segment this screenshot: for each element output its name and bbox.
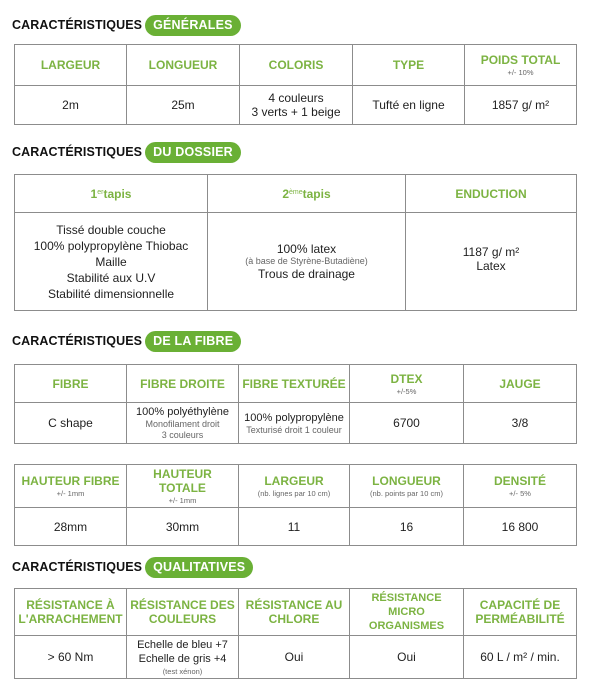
heading-pill: DU DOSSIER <box>145 142 241 163</box>
heading-pill: DE LA FIBRE <box>145 331 241 352</box>
table-row <box>15 508 577 546</box>
value-micro-organismes: Oui <box>350 636 464 679</box>
dossier-table <box>14 174 577 311</box>
table-row <box>15 636 577 679</box>
section-heading-fibre <box>12 330 241 352</box>
header-longueur: LONGUEUR <box>127 45 240 86</box>
section-heading-generales <box>12 14 241 36</box>
header-arrachement: RÉSISTANCE À L'ARRACHEMENT <box>15 589 127 636</box>
section-heading-dossier <box>12 141 241 163</box>
table-header-row <box>15 45 577 86</box>
heading-label: CARACTÉRISTIQUES <box>12 18 143 32</box>
value-fibre-droite: 100% polyéthylène Monofilament droit 3 couleurs <box>127 403 239 444</box>
header-jauge: JAUGE <box>464 365 577 403</box>
header-longueur: LONGUEUR (nb. points par 10 cm) <box>350 465 464 508</box>
value-longueur: 25m <box>127 86 240 125</box>
value-largeur: 2m <box>15 86 127 125</box>
value-coloris-line1: 4 couleurs <box>268 91 324 105</box>
value-jauge: 3/8 <box>464 403 577 444</box>
header-hauteur-totale: HAUTEUR TOTALE +/- 1mm <box>127 465 239 508</box>
value-enduction: 1187 g/ m² Latex <box>406 213 577 311</box>
table-header-row <box>15 465 577 508</box>
header-2eme-tapis: 2èmetapis <box>208 175 406 213</box>
header-1er-tapis: 1ertapis <box>15 175 208 213</box>
value-permeabilite: 60 L / m² / min. <box>464 636 577 679</box>
header-type: TYPE <box>353 45 465 86</box>
heading-pill: QUALITATIVES <box>145 557 253 578</box>
table-header-row <box>15 175 577 213</box>
general-table <box>14 44 577 125</box>
value-fibre-texturee: 100% polypropylène Texturisé droit 1 couleur <box>239 403 350 444</box>
value-1er-tapis: Tissé double couche 100% polypropylène Thiobac Maille Stabilité aux U.V Stabilité dimensionnelle <box>15 213 208 311</box>
value-largeur: 11 <box>239 508 350 546</box>
header-fibre-droite: FIBRE DROITE <box>127 365 239 403</box>
value-longueur: 16 <box>350 508 464 546</box>
table-header-row <box>15 365 577 403</box>
table-row <box>15 86 577 125</box>
header-hauteur-fibre: HAUTEUR FIBRE +/- 1mm <box>15 465 127 508</box>
header-coloris: COLORIS <box>240 45 353 86</box>
table-row <box>15 213 577 311</box>
header-poids-sub: +/- 10% <box>507 68 534 77</box>
value-2eme-tapis: 100% latex (à base de Styrène-Butadiène) Trous de drainage <box>208 213 406 311</box>
value-chlore: Oui <box>239 636 350 679</box>
value-densite: 16 800 <box>464 508 577 546</box>
value-hauteur-fibre: 28mm <box>15 508 127 546</box>
header-largeur: LARGEUR (nb. lignes par 10 cm) <box>239 465 350 508</box>
header-permeabilite: CAPACITÉ DE PERMÉABILITÉ <box>464 589 577 636</box>
heading-label: CARACTÉRISTIQUES <box>12 560 143 574</box>
table-row <box>15 403 577 444</box>
header-poids-label: POIDS TOTAL <box>480 53 561 67</box>
header-largeur: LARGEUR <box>15 45 127 86</box>
header-densite: DENSITÉ +/- 5% <box>464 465 577 508</box>
table-header-row <box>15 589 577 636</box>
value-dtex: 6700 <box>350 403 464 444</box>
fibre-table-1 <box>14 364 577 444</box>
value-coloris-line2: 3 verts + 1 beige <box>251 105 341 119</box>
value-type: Tufté en ligne <box>353 86 465 125</box>
value-poids: 1857 g/ m² <box>465 86 577 125</box>
value-coloris <box>240 86 353 125</box>
header-chlore: RÉSISTANCE AU CHLORE <box>239 589 350 636</box>
heading-label: CARACTÉRISTIQUES <box>12 334 143 348</box>
heading-pill: GÉNÉRALES <box>145 15 241 36</box>
header-enduction: ENDUCTION <box>406 175 577 213</box>
header-dtex: DTEX +/-5% <box>350 365 464 403</box>
value-arrachement: > 60 Nm <box>15 636 127 679</box>
value-couleurs: Echelle de bleu +7 Echelle de gris +4 (test xénon) <box>127 636 239 679</box>
heading-label: CARACTÉRISTIQUES <box>12 145 143 159</box>
header-poids-total <box>465 45 577 86</box>
header-couleurs: RÉSISTANCE DES COULEURS <box>127 589 239 636</box>
value-fibre: C shape <box>15 403 127 444</box>
qualitatives-table <box>14 588 577 679</box>
section-heading-qualitatives <box>12 556 253 578</box>
fibre-table-2 <box>14 464 577 546</box>
header-fibre-texturee: FIBRE TEXTURÉE <box>239 365 350 403</box>
header-fibre: FIBRE <box>15 365 127 403</box>
value-hauteur-totale: 30mm <box>127 508 239 546</box>
header-micro-organismes: RÉSISTANCE MICRO ORGANISMES <box>350 589 464 636</box>
